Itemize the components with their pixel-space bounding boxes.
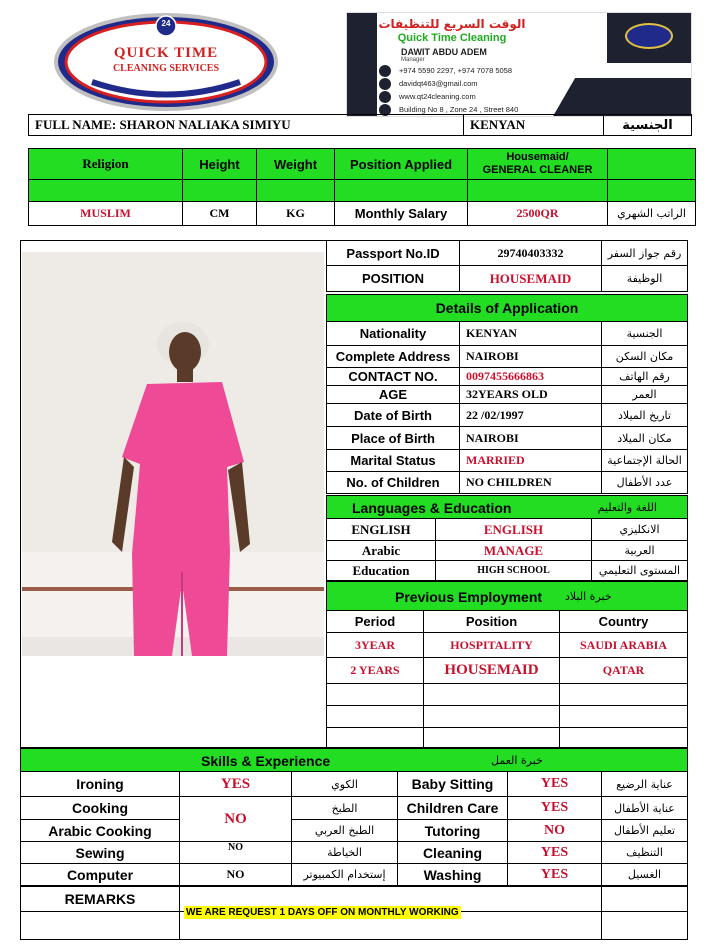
detail-label-ar: مكان الميلاد [602, 427, 688, 450]
card-mini-logo [625, 23, 673, 49]
detail-value: 32YEARS OLD [460, 386, 602, 404]
detail-label: Complete Address [326, 346, 460, 368]
skill-label: Cleaning [398, 842, 508, 864]
skill-label: Computer [20, 864, 180, 886]
header-empty [608, 148, 696, 180]
employment-cell: 2 YEARS [326, 658, 424, 684]
details-title: Details of Application [326, 294, 688, 322]
detail-value: NAIROBI [460, 346, 602, 368]
detail-value: NAIROBI [460, 427, 602, 450]
detail-label-ar: الجنسية [602, 322, 688, 346]
employment-empty-cell [424, 706, 560, 728]
full-name: FULL NAME: SHARON NALIAKA SIMIYU [28, 114, 464, 136]
skill-label-ar: الطبخ العربي [292, 820, 398, 842]
language-label: Arabic [326, 541, 436, 561]
detail-value: KENYAN [460, 322, 602, 346]
skills-title-ar: خبرة العمل [491, 754, 543, 767]
passport-label-ar: رقم جواز السفر [602, 240, 688, 266]
skill-label-ar: عناية الرضيع [602, 772, 688, 797]
logo-text-main: QUICK TIME [113, 45, 219, 61]
skill-label-ar: إستخدام الكمبيوتر [292, 864, 398, 886]
skill-label-ar: الطبخ [292, 797, 398, 820]
skill-value: YES [508, 864, 602, 886]
email-icon [379, 78, 391, 90]
card-arabic-title: الوقت السريع للتنظيفات [378, 17, 526, 31]
religion-value: MUSLIM [28, 202, 183, 226]
language-value: ENGLISH [436, 519, 592, 541]
skill-label-ar: الغسيل [602, 864, 688, 886]
salary-label: Monthly Salary [335, 202, 468, 226]
card-logo-bg [607, 13, 692, 63]
detail-label-ar: عدد الأطفال [602, 472, 688, 494]
skill-label: Cooking [20, 797, 180, 820]
skill-label-ar: عناية الأطفال [602, 797, 688, 820]
detail-value: 0097455666863 [460, 368, 602, 386]
card-address: Building No 8 , Zone 24 , Street 840 [399, 105, 519, 114]
skill-value: NO [508, 820, 602, 842]
employment-empty-cell [326, 728, 424, 748]
skill-label: Washing [398, 864, 508, 886]
detail-label: Marital Status [326, 450, 460, 472]
employment-title-ar: خبرة البلاد [565, 590, 612, 603]
skill-label-ar: الكوي [292, 772, 398, 797]
language-value: MANAGE [436, 541, 592, 561]
skill-label: Children Care [398, 797, 508, 820]
language-label-ar: الانكليزي [592, 519, 688, 541]
employment-title: Previous Employment [395, 589, 543, 605]
card-corner-shape [552, 78, 692, 117]
employment-header: Period [326, 611, 424, 633]
remarks-empty-cell [602, 912, 688, 940]
employment-empty-cell [560, 728, 688, 748]
employment-cell: 3YEAR [326, 633, 424, 658]
employment-empty-cell [424, 728, 560, 748]
green-spacer [608, 180, 696, 202]
green-spacer [28, 180, 183, 202]
remarks-text: WE ARE REQUEST 1 DAYS OFF ON MONTHLY WORKING [186, 907, 459, 918]
skill-label: Baby Sitting [398, 772, 508, 797]
detail-value: NO CHILDREN [460, 472, 602, 494]
detail-label: Nationality [326, 322, 460, 346]
skill-value: YES [508, 797, 602, 820]
language-label: Education [326, 561, 436, 581]
header-housemaid: Housemaid/ GENERAL CLEANER [468, 148, 608, 180]
candidate-photo [22, 252, 324, 656]
detail-label-ar: رقم الهاتف [602, 368, 688, 386]
employment-header: Position [424, 611, 560, 633]
weight-value: KG [257, 202, 335, 226]
detail-label-ar: العمر [602, 386, 688, 404]
skill-label: Sewing [20, 842, 180, 864]
green-spacer [257, 180, 335, 202]
detail-value: MARRIED [460, 450, 602, 472]
language-label-ar: العربية [592, 541, 688, 561]
employment-header: Country [560, 611, 688, 633]
skills-title-bar [20, 748, 688, 772]
skill-label-ar: التنظيف [602, 842, 688, 864]
employment-empty-cell [326, 706, 424, 728]
green-spacer [335, 180, 468, 202]
logo-text-sub: CLEANING SERVICES [112, 63, 220, 74]
detail-label-ar: تاريخ الميلاد [602, 404, 688, 427]
logo-badge: 24 [161, 19, 171, 28]
detail-label: Date of Birth [326, 404, 460, 427]
skill-label: Ironing [20, 772, 180, 797]
card-email: davidqt463@gmail.com [399, 79, 478, 88]
skill-label: Tutoring [398, 820, 508, 842]
languages-title-bar [326, 495, 688, 519]
skill-value: YES [508, 772, 602, 797]
detail-label-ar: مكان السكن [602, 346, 688, 368]
phone-icon [379, 65, 391, 77]
card-website: www.qt24cleaning.com [399, 92, 476, 101]
salary-value: 2500QR [468, 202, 608, 226]
language-label: ENGLISH [326, 519, 436, 541]
card-manager-name: DAWIT ABDU ADEM [401, 47, 487, 57]
skill-value: NO [180, 842, 292, 864]
employment-cell: HOUSEMAID [424, 658, 560, 684]
name-row-nationality-ar: الجنسية [604, 114, 692, 136]
globe-icon [379, 91, 391, 103]
height-value: CM [183, 202, 257, 226]
position-value: HOUSEMAID [460, 266, 602, 292]
position-label: POSITION [326, 266, 460, 292]
header-position-applied: Position Applied [335, 148, 468, 180]
language-label-ar: المستوى التعليمي [592, 561, 688, 581]
card-title: Quick Time Cleaning [397, 32, 507, 44]
employment-empty-cell [560, 706, 688, 728]
detail-label: No. of Children [326, 472, 460, 494]
business-card [346, 12, 692, 117]
remarks-empty-cell [20, 912, 180, 940]
header-weight: Weight [257, 148, 335, 180]
skills-title: Skills & Experience [201, 753, 331, 769]
header-religion: Religion [28, 148, 183, 180]
employment-empty-cell [560, 684, 688, 706]
position-label-ar: الوظيفة [602, 266, 688, 292]
employment-empty-cell [424, 684, 560, 706]
employment-cell: HOSPITALITY [424, 633, 560, 658]
employment-title-bar [326, 581, 688, 611]
company-logo [52, 12, 280, 112]
passport-value: 29740403332 [460, 240, 602, 266]
detail-label: Place of Birth [326, 427, 460, 450]
detail-value: 22 /02/1997 [460, 404, 602, 427]
skill-label-ar: تعليم الأطفال [602, 820, 688, 842]
card-manager-role: Manager [401, 57, 425, 63]
header-height: Height [183, 148, 257, 180]
skill-value-cooking: NO [180, 797, 292, 842]
languages-title-ar: اللغة والتعليم [597, 501, 657, 514]
detail-label-ar: الحالة الإجتماعية [602, 450, 688, 472]
card-phone: +974 5590 2297, +974 7078 5058 [399, 66, 513, 75]
remarks-label: REMARKS [20, 886, 180, 912]
skill-label-ar: الخياطة [292, 842, 398, 864]
skill-label: Arabic Cooking [20, 820, 180, 842]
green-spacer [183, 180, 257, 202]
green-spacer [468, 180, 608, 202]
language-value: HIGH SCHOOL [436, 561, 592, 581]
skill-value: NO [180, 864, 292, 886]
name-row-nationality: KENYAN [464, 114, 604, 136]
salary-label-ar: الراتب الشهري [608, 202, 696, 226]
detail-label: CONTACT NO. [326, 368, 460, 386]
remarks-empty-cell [602, 886, 688, 912]
skill-value: YES [508, 842, 602, 864]
employment-cell: QATAR [560, 658, 688, 684]
detail-label: AGE [326, 386, 460, 404]
employment-empty-cell [326, 684, 424, 706]
languages-title: Languages & Education [352, 500, 512, 516]
skill-value: YES [180, 772, 292, 797]
employment-cell: SAUDI ARABIA [560, 633, 688, 658]
passport-label: Passport No.ID [326, 240, 460, 266]
